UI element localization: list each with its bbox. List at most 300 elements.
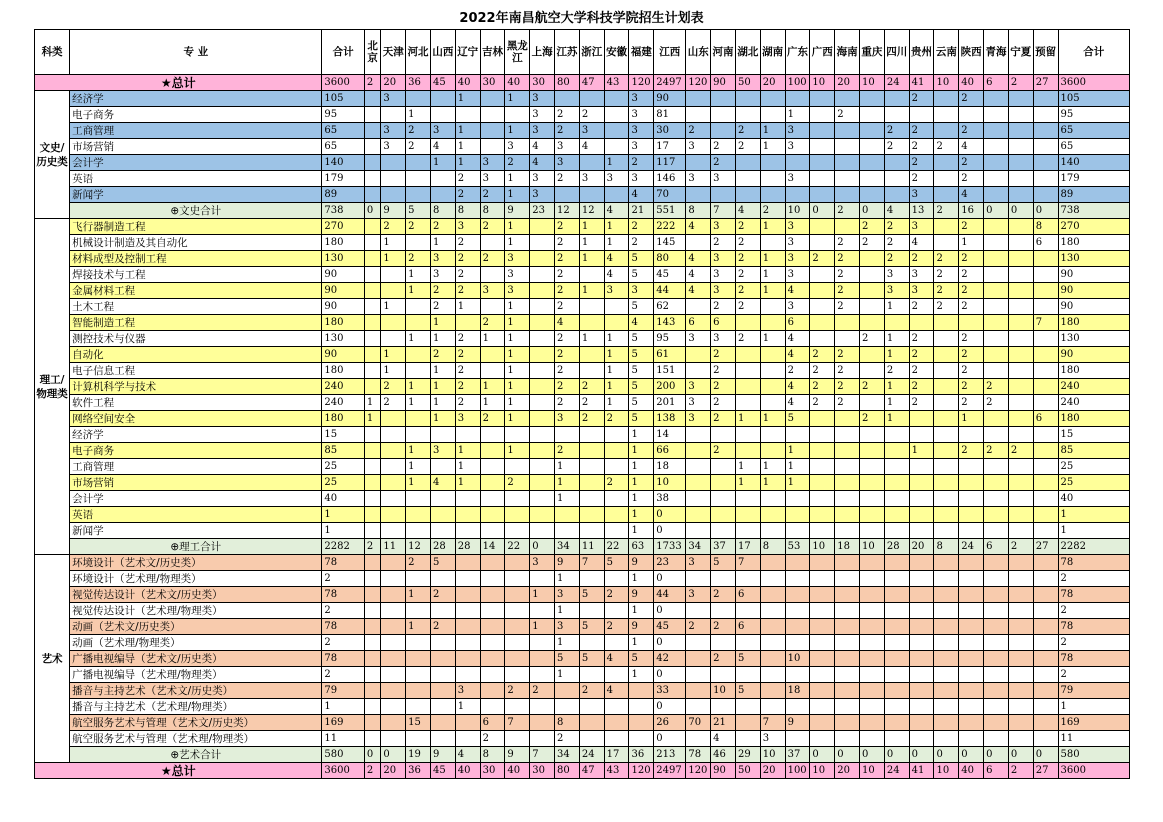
- header-province: 山东: [686, 30, 711, 75]
- cell-value: 2: [959, 331, 984, 347]
- cell-value: [364, 715, 381, 731]
- row-total: 580: [322, 747, 364, 763]
- cell-value: [1033, 123, 1058, 139]
- cell-value: 3: [686, 139, 711, 155]
- cell-value: [1008, 363, 1033, 379]
- cell-value: 1: [406, 587, 431, 603]
- cell-value: 3: [711, 283, 736, 299]
- cell-value: 2: [909, 251, 934, 267]
- cell-value: [480, 523, 505, 539]
- cell-value: 2: [959, 299, 984, 315]
- cell-value: [959, 107, 984, 123]
- cell-value: 2: [735, 235, 760, 251]
- cell-value: [934, 411, 959, 427]
- cell-value: 1: [884, 331, 909, 347]
- cell-value: [686, 299, 711, 315]
- cell-value: 5: [629, 331, 654, 347]
- cell-value: [934, 619, 959, 635]
- major-name: 英语: [70, 507, 322, 523]
- cell-value: [711, 635, 736, 651]
- cell-value: [711, 523, 736, 539]
- cell-value: 20: [760, 75, 785, 91]
- cell-value: [785, 427, 810, 443]
- cell-value: 0: [654, 603, 686, 619]
- cell-value: [686, 635, 711, 651]
- cell-value: 1: [505, 219, 530, 235]
- cell-value: 27: [1033, 75, 1058, 91]
- cell-value: [364, 315, 381, 331]
- cell-value: [959, 731, 984, 747]
- cell-value: [455, 523, 480, 539]
- cell-value: 2: [480, 731, 505, 747]
- cell-value: 2: [455, 171, 480, 187]
- header-row: [35, 30, 1130, 75]
- cell-value: [934, 91, 959, 107]
- cell-value: [406, 299, 431, 315]
- cell-value: [406, 667, 431, 683]
- cell-value: [1033, 427, 1058, 443]
- cell-value: 5: [629, 411, 654, 427]
- cell-value: 4: [686, 219, 711, 235]
- cell-value: 44: [654, 283, 686, 299]
- cell-value: [860, 475, 885, 491]
- cell-value: [711, 491, 736, 507]
- cell-value: 3: [555, 587, 580, 603]
- table-row: [35, 363, 1130, 379]
- cell-value: 66: [654, 443, 686, 459]
- cell-value: 2: [406, 555, 431, 571]
- cell-value: [430, 91, 455, 107]
- cell-value: 1: [735, 459, 760, 475]
- cell-value: 3: [686, 395, 711, 411]
- cell-value: 2: [735, 139, 760, 155]
- row-total-right: 2: [1058, 635, 1129, 651]
- cell-value: [555, 187, 580, 203]
- cell-value: [381, 155, 406, 171]
- cell-value: 2: [629, 219, 654, 235]
- cell-value: 2: [810, 251, 835, 267]
- cell-value: [530, 523, 555, 539]
- cell-value: [1008, 427, 1033, 443]
- cell-value: [835, 443, 860, 459]
- cell-value: [735, 315, 760, 331]
- cell-value: [984, 251, 1009, 267]
- cell-value: 70: [654, 187, 686, 203]
- cell-value: [480, 507, 505, 523]
- cell-value: [984, 235, 1009, 251]
- cell-value: [735, 187, 760, 203]
- row-total-right: 270: [1058, 219, 1129, 235]
- cell-value: [505, 491, 530, 507]
- cell-value: [835, 139, 860, 155]
- cell-value: 10: [934, 763, 959, 779]
- row-total: 180: [322, 363, 364, 379]
- cell-value: [1008, 651, 1033, 667]
- cell-value: [381, 411, 406, 427]
- cell-value: [909, 411, 934, 427]
- cell-value: 45: [430, 75, 455, 91]
- cell-value: 145: [654, 235, 686, 251]
- row-total-right: 25: [1058, 475, 1129, 491]
- cell-value: 4: [884, 203, 909, 219]
- cell-value: 62: [654, 299, 686, 315]
- cell-value: 0: [654, 699, 686, 715]
- row-total: 130: [322, 331, 364, 347]
- cell-value: [860, 251, 885, 267]
- cell-value: 1: [555, 491, 580, 507]
- cell-value: [1008, 603, 1033, 619]
- cell-value: [1033, 683, 1058, 699]
- cell-value: [959, 555, 984, 571]
- cell-value: 2: [711, 347, 736, 363]
- cell-value: [860, 395, 885, 411]
- row-total-right: 90: [1058, 283, 1129, 299]
- cell-value: 1: [505, 171, 530, 187]
- cell-value: 2: [406, 219, 431, 235]
- cell-value: 9: [785, 715, 810, 731]
- cell-value: 2: [835, 379, 860, 395]
- cell-value: 138: [654, 411, 686, 427]
- cell-value: 1: [555, 667, 580, 683]
- cell-value: [579, 667, 604, 683]
- cell-value: [430, 459, 455, 475]
- cell-value: 1: [785, 475, 810, 491]
- cell-value: 2: [909, 299, 934, 315]
- cell-value: [835, 459, 860, 475]
- cell-value: 40: [455, 763, 480, 779]
- major-name: 焊接技术与工程: [70, 267, 322, 283]
- cell-value: [884, 459, 909, 475]
- cell-value: [579, 187, 604, 203]
- cell-value: [381, 459, 406, 475]
- cell-value: 3: [530, 171, 555, 187]
- cell-value: [934, 395, 959, 411]
- cell-value: 6: [785, 315, 810, 331]
- cell-value: 1: [629, 667, 654, 683]
- cell-value: [686, 187, 711, 203]
- cell-value: 120: [686, 763, 711, 779]
- cell-value: [430, 523, 455, 539]
- header-province: 云南: [934, 30, 959, 75]
- cell-value: 2: [711, 363, 736, 379]
- cell-value: [735, 379, 760, 395]
- cell-value: 3: [785, 251, 810, 267]
- cell-value: [934, 235, 959, 251]
- cell-value: 4: [430, 139, 455, 155]
- cell-value: [785, 699, 810, 715]
- cell-value: [884, 171, 909, 187]
- row-total-right: 90: [1058, 347, 1129, 363]
- cell-value: 2: [555, 219, 580, 235]
- row-total: 90: [322, 347, 364, 363]
- table-row: [35, 91, 1130, 107]
- cell-value: [984, 315, 1009, 331]
- cell-value: [884, 619, 909, 635]
- cell-value: 3: [480, 171, 505, 187]
- cell-value: 3: [505, 267, 530, 283]
- cell-value: 3: [629, 283, 654, 299]
- cell-value: 1: [760, 219, 785, 235]
- cell-value: 1: [579, 331, 604, 347]
- cell-value: [711, 571, 736, 587]
- cell-value: 16: [959, 203, 984, 219]
- cell-value: 2: [711, 619, 736, 635]
- cell-value: 3: [909, 267, 934, 283]
- major-name: 会计学: [70, 155, 322, 171]
- cell-value: [1033, 107, 1058, 123]
- cell-value: 2: [810, 395, 835, 411]
- cell-value: 1: [364, 395, 381, 411]
- cell-value: 3: [629, 107, 654, 123]
- cell-value: 1: [629, 491, 654, 507]
- cell-value: 3: [686, 587, 711, 603]
- cell-value: [604, 299, 629, 315]
- cell-value: 1: [629, 427, 654, 443]
- major-name: 航空服务艺术与管理（艺术文/历史类）: [70, 715, 322, 731]
- cell-value: 10: [654, 475, 686, 491]
- cell-value: 2: [430, 619, 455, 635]
- cell-value: [406, 635, 431, 651]
- cell-value: 6: [1033, 235, 1058, 251]
- cell-value: [760, 347, 785, 363]
- cell-value: [364, 587, 381, 603]
- cell-value: [555, 507, 580, 523]
- cell-value: 0: [1008, 203, 1033, 219]
- cell-value: [860, 507, 885, 523]
- table-row: [35, 331, 1130, 347]
- cell-value: 2: [959, 395, 984, 411]
- cell-value: 22: [505, 539, 530, 555]
- cell-value: [835, 155, 860, 171]
- cell-value: [579, 491, 604, 507]
- row-total-right: 78: [1058, 651, 1129, 667]
- cell-value: 0: [364, 203, 381, 219]
- subtotal-row: [35, 203, 1130, 219]
- cell-value: [909, 459, 934, 475]
- cell-value: [364, 667, 381, 683]
- row-total: 40: [322, 491, 364, 507]
- cell-value: [711, 91, 736, 107]
- cell-value: [835, 315, 860, 331]
- cell-value: 90: [711, 763, 736, 779]
- cell-value: [735, 155, 760, 171]
- cell-value: 3: [530, 187, 555, 203]
- cell-value: 2: [1008, 443, 1033, 459]
- cell-value: [505, 635, 530, 651]
- cell-value: 1: [406, 267, 431, 283]
- cell-value: 2: [430, 299, 455, 315]
- cell-value: 3: [884, 283, 909, 299]
- cell-value: [984, 635, 1009, 651]
- cell-value: [810, 651, 835, 667]
- row-total: 240: [322, 395, 364, 411]
- cell-value: 12: [406, 539, 431, 555]
- cell-value: [480, 635, 505, 651]
- row-total-right: 65: [1058, 139, 1129, 155]
- cell-value: [505, 427, 530, 443]
- cell-value: 8: [555, 715, 580, 731]
- cell-value: 2: [1008, 75, 1033, 91]
- cell-value: 1: [455, 91, 480, 107]
- cell-value: 2: [555, 363, 580, 379]
- cell-value: 1: [406, 379, 431, 395]
- major-name: 广播电视编导（艺术理/物理类）: [70, 667, 322, 683]
- cell-value: 6: [711, 315, 736, 331]
- cell-value: [1033, 715, 1058, 731]
- major-name: 新闻学: [70, 187, 322, 203]
- cell-value: [984, 683, 1009, 699]
- cell-value: [934, 475, 959, 491]
- cell-value: 11: [381, 539, 406, 555]
- cell-value: [604, 187, 629, 203]
- cell-value: 6: [984, 75, 1009, 91]
- row-total: 78: [322, 619, 364, 635]
- cell-value: [505, 507, 530, 523]
- cell-value: [604, 107, 629, 123]
- cell-value: [1008, 459, 1033, 475]
- cell-value: 5: [629, 347, 654, 363]
- cell-value: [364, 267, 381, 283]
- major-name: 播音与主持艺术（艺术理/物理类）: [70, 699, 322, 715]
- cell-value: [860, 715, 885, 731]
- cell-value: 0: [381, 747, 406, 763]
- cell-value: [604, 315, 629, 331]
- cell-value: [604, 731, 629, 747]
- cell-value: [810, 667, 835, 683]
- cell-value: 120: [629, 75, 654, 91]
- major-name: 测控技术与仪器: [70, 331, 322, 347]
- cell-value: 6: [984, 763, 1009, 779]
- cell-value: 3: [785, 235, 810, 251]
- cell-value: [381, 651, 406, 667]
- cell-value: 3: [909, 187, 934, 203]
- cell-value: 1: [629, 571, 654, 587]
- cell-value: [381, 491, 406, 507]
- cell-value: [909, 523, 934, 539]
- cell-value: 10: [711, 683, 736, 699]
- cell-value: 2: [555, 395, 580, 411]
- cell-value: 1: [530, 587, 555, 603]
- row-total: 240: [322, 379, 364, 395]
- cell-value: [810, 299, 835, 315]
- table-row: [35, 699, 1130, 715]
- cell-value: [934, 107, 959, 123]
- cell-value: [909, 619, 934, 635]
- cell-value: 26: [654, 715, 686, 731]
- header-province: 黑龙江: [505, 30, 530, 75]
- cell-value: [530, 603, 555, 619]
- cell-value: [381, 619, 406, 635]
- cell-value: 8: [430, 203, 455, 219]
- page-title: 2022年南昌航空大学科技学院招生计划表: [459, 11, 704, 26]
- cell-value: 2: [711, 411, 736, 427]
- row-total: 11: [322, 731, 364, 747]
- cell-value: [959, 619, 984, 635]
- major-name: 动画（艺术文/历史类）: [70, 619, 322, 635]
- cell-value: 2: [505, 155, 530, 171]
- cell-value: [480, 619, 505, 635]
- major-name: 英语: [70, 171, 322, 187]
- cell-value: 7: [530, 747, 555, 763]
- row-total-right: 130: [1058, 331, 1129, 347]
- header-total-right: 合计: [1058, 30, 1129, 75]
- cell-value: 1: [884, 395, 909, 411]
- grand-total-row: [35, 75, 1130, 91]
- cell-value: [810, 91, 835, 107]
- cell-value: [959, 459, 984, 475]
- cell-value: 3: [629, 139, 654, 155]
- cell-value: 1: [785, 443, 810, 459]
- cell-value: [735, 171, 760, 187]
- cell-value: 2: [711, 139, 736, 155]
- cell-value: [604, 699, 629, 715]
- cell-value: [810, 107, 835, 123]
- subtotal-label: ⊕文史合计: [70, 203, 322, 219]
- cell-value: 2: [480, 187, 505, 203]
- cell-value: [530, 395, 555, 411]
- table-row: [35, 715, 1130, 731]
- cell-value: 53: [785, 539, 810, 555]
- cell-value: [1033, 459, 1058, 475]
- cell-value: [984, 363, 1009, 379]
- cell-value: [1033, 139, 1058, 155]
- major-name: 航空服务艺术与管理（艺术理/物理类）: [70, 731, 322, 747]
- cell-value: [505, 699, 530, 715]
- cell-value: 2: [430, 347, 455, 363]
- cell-value: [430, 715, 455, 731]
- cell-value: 2: [555, 235, 580, 251]
- cell-value: [860, 587, 885, 603]
- cell-value: [406, 699, 431, 715]
- cell-value: [530, 299, 555, 315]
- row-total-right: 2: [1058, 603, 1129, 619]
- cell-value: 28: [455, 539, 480, 555]
- cell-value: [835, 683, 860, 699]
- cell-value: 0: [984, 203, 1009, 219]
- cell-value: [364, 683, 381, 699]
- cell-value: [1008, 139, 1033, 155]
- cell-value: 46: [711, 747, 736, 763]
- cell-value: 2: [711, 651, 736, 667]
- header-province: 安徽: [604, 30, 629, 75]
- major-name: 网络空间安全: [70, 411, 322, 427]
- cell-value: [884, 571, 909, 587]
- cell-value: 3: [381, 91, 406, 107]
- cell-value: [760, 91, 785, 107]
- cell-value: [835, 91, 860, 107]
- cell-value: 30: [530, 75, 555, 91]
- cell-value: 2: [860, 331, 885, 347]
- cell-value: 1: [381, 235, 406, 251]
- cell-value: [860, 363, 885, 379]
- cell-value: [984, 731, 1009, 747]
- cell-value: 3: [785, 171, 810, 187]
- cell-value: [686, 683, 711, 699]
- cell-value: [810, 523, 835, 539]
- cell-value: 0: [654, 635, 686, 651]
- cell-value: 3: [480, 283, 505, 299]
- row-total: 130: [322, 251, 364, 267]
- cell-value: [1008, 587, 1033, 603]
- cell-value: 2: [984, 395, 1009, 411]
- row-total-right: 40: [1058, 491, 1129, 507]
- cell-value: 5: [604, 555, 629, 571]
- cell-value: 2: [555, 299, 580, 315]
- cell-value: [1008, 315, 1033, 331]
- cell-value: [835, 667, 860, 683]
- cell-value: 41: [909, 763, 934, 779]
- cell-value: [884, 427, 909, 443]
